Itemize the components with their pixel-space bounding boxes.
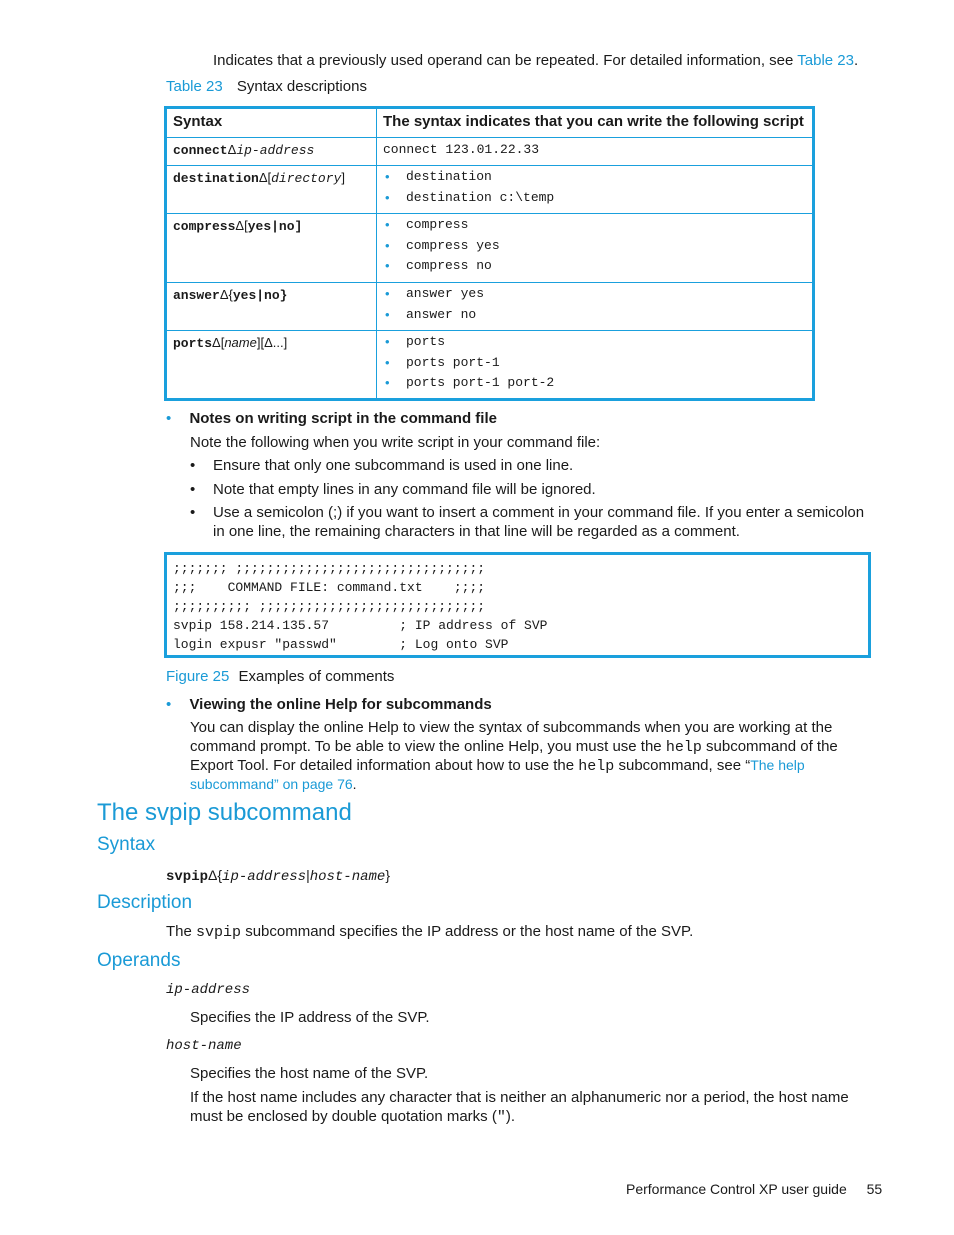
help-line: command prompt. To be able to view the online Help, you must use the help subcommand of the — [190, 738, 838, 756]
notes-heading-row — [166, 409, 497, 428]
section-title: The svpip subcommand — [97, 799, 352, 826]
operands-heading: Operands — [97, 950, 181, 971]
syntax-delim: Δ{ — [219, 287, 233, 302]
code-line: svpip 158.214.135.57 ; IP address of SVP — [173, 618, 548, 633]
table-caption — [166, 77, 367, 96]
example-cell — [377, 214, 814, 283]
list-item — [190, 456, 574, 475]
code-line: login expusr "passwd" ; Log onto SVP — [173, 637, 509, 652]
description-heading: Description — [97, 892, 193, 913]
code-line: ;;; COMMAND FILE: command.txt ;;;; — [173, 580, 486, 595]
bullet-icon: • — [166, 696, 172, 713]
syntax-line: svpipΔ{ip-address|host-name} — [166, 867, 391, 885]
figure-caption-title: Examples of comments — [238, 668, 395, 685]
syntax-heading: Syntax — [97, 834, 156, 855]
syntax-keyword: connect — [173, 143, 228, 158]
list-item: • ports port-1 — [385, 354, 500, 370]
help-line: You can display the online Help to view the syntax of subcommands when you are working at the — [190, 719, 833, 736]
help-subcommand-link-cont[interactable]: subcommand” on page 76 — [190, 776, 353, 792]
table-caption-title: Syntax descriptions — [236, 78, 367, 95]
syntax-param: ip-address — [222, 869, 307, 885]
syntax-keyword: answer — [173, 288, 220, 303]
list-item: • destination — [385, 169, 492, 184]
syntax-cell — [166, 214, 377, 283]
list-item: • ports port-1 port-2 — [385, 375, 555, 390]
syntax-options: yes|no] — [247, 219, 303, 234]
example-cell — [377, 283, 814, 331]
syntax-tail: ][Δ...] — [256, 335, 288, 350]
bullet-icon: • — [190, 457, 196, 474]
note-text: Ensure that only one subcommand is used in one line. — [213, 457, 574, 474]
list-item: • destination c:\temp — [385, 189, 555, 205]
inline-code: " — [496, 1109, 506, 1126]
syntax-keyword: svpip — [166, 869, 209, 885]
help-subcommand-link[interactable]: The help — [750, 757, 805, 773]
list-item — [190, 503, 865, 522]
list-item: • compress no — [385, 258, 492, 273]
example-cell: connect 123.01.22.33 — [377, 138, 814, 166]
hostname-note: If the host name includes any character that is neither an alphanumeric nor a period, the host name — [190, 1089, 849, 1106]
syntax-keyword: destination — [173, 171, 259, 186]
table-row — [166, 283, 814, 331]
syntax-param: directory — [271, 171, 342, 186]
syntax-delim: Δ[ — [235, 218, 248, 233]
code-line: ;;;;;;; ;;;;;;;;;;;;;;;;;;;;;;;;;;;;;;;; — [173, 561, 486, 576]
notes-heading: Notes on writing script in the command file — [189, 410, 497, 427]
example-cell — [377, 331, 814, 400]
table-row — [166, 214, 814, 283]
operand-name: host-name — [166, 1038, 242, 1054]
list-item: • answer yes — [385, 286, 485, 301]
syntax-cell — [166, 166, 377, 214]
bullet-icon: • — [166, 410, 172, 427]
syntax-delim: Δ[ — [212, 335, 225, 350]
list-item: • answer no — [385, 306, 477, 322]
example-cell — [377, 166, 814, 214]
help-line: subcommand” on page 76. — [190, 776, 357, 792]
help-heading: Viewing the online Help for subcommands — [189, 696, 492, 713]
note-text-continued: in one line, the remaining characters in that line will be regarded as a comment. — [213, 523, 740, 540]
operand-desc: Specifies the IP address of the SVP. — [190, 1009, 430, 1026]
bullet-icon: • — [190, 481, 196, 498]
syntax-delim: Δ[ — [258, 170, 272, 185]
list-item: • compress — [385, 217, 469, 232]
intro-paragraph — [213, 51, 858, 70]
operand-name: ip-address — [166, 982, 251, 998]
hostname-note: must be enclosed by double quotation marks ("). — [190, 1108, 516, 1126]
syntax-param: host-name — [309, 869, 386, 885]
table-row — [166, 166, 814, 214]
code-line: ;;;;;;;;;; ;;;;;;;;;;;;;;;;;;;;;;;;;;;;; — [173, 599, 486, 614]
inline-code: help — [578, 758, 615, 775]
syntax-keyword: compress — [173, 219, 236, 234]
table-row — [166, 331, 814, 400]
list-item: • compress yes — [385, 237, 500, 253]
table-23-link[interactable]: Table 23 — [797, 52, 854, 69]
help-line: Export Tool. For detailed information about how to use the help subcommand, see “The help — [190, 757, 805, 775]
table-header-script: The syntax indicates that you can write the following script — [377, 108, 814, 138]
syntax-tail: ] — [341, 170, 345, 185]
syntax-cell — [166, 331, 377, 400]
figure-caption-label: Figure 25 — [166, 668, 230, 685]
note-text: Note that empty lines in any command file will be ignored. — [213, 481, 596, 498]
footer — [626, 1180, 882, 1199]
notes-intro: Note the following when you write script in your command file: — [190, 434, 601, 451]
table-header-row — [166, 108, 814, 138]
intro-end: . — [853, 52, 859, 69]
syntax-param: name — [224, 335, 257, 350]
note-text: Use a semicolon (;) if you want to insert a comment in your command file. If you enter a semicolon — [213, 504, 865, 521]
footer-title: Performance Control XP user guide — [626, 1181, 847, 1197]
page-number: 55 — [866, 1181, 883, 1197]
figure-caption — [166, 667, 394, 686]
syntax-cell — [166, 138, 377, 166]
table-caption-label: Table 23 — [166, 78, 223, 95]
table-row — [166, 138, 814, 166]
operand-desc: Specifies the host name of the SVP. — [190, 1065, 429, 1082]
syntax-param: ip-address — [236, 143, 315, 158]
bullet-icon: • — [190, 504, 196, 521]
syntax-keyword: ports — [173, 336, 213, 351]
inline-code: help — [665, 739, 702, 756]
syntax-table — [164, 106, 815, 401]
description-text: The svpip subcommand specifies the IP address or the host name of the SVP. — [166, 923, 694, 941]
syntax-cell — [166, 283, 377, 331]
code-example-box — [164, 552, 871, 658]
list-item: • ports — [385, 334, 446, 349]
help-heading-row — [166, 695, 492, 714]
inline-code: svpip — [196, 924, 242, 941]
table-header-syntax: Syntax — [166, 108, 377, 138]
syntax-options: yes|no} — [232, 288, 288, 303]
intro-text: Indicates that a previously used operand can be repeated. For detailed information, see — [213, 52, 798, 69]
syntax-delim: Δ — [227, 142, 237, 157]
list-item — [190, 480, 596, 499]
